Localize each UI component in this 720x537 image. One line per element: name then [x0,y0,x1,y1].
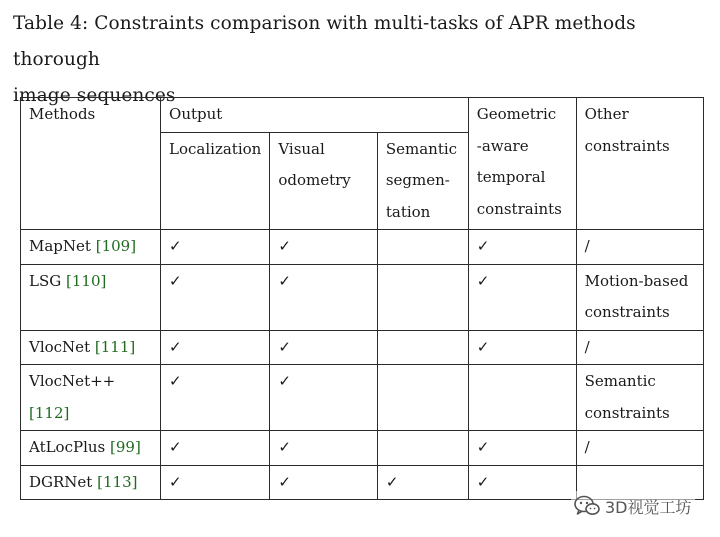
semantic-cell: ✓ [377,465,468,500]
geometric-cell [468,365,576,431]
method-cell: VlocNet [111] [21,330,161,365]
wechat-icon [574,495,600,517]
header-semantic-segmentation: Semantic segmen- tation [377,132,468,230]
semantic-cell [377,264,468,330]
header-other-constraints: Other constraints [576,98,703,230]
other-cell: / [576,230,703,265]
geometric-cell: ✓ [468,431,576,466]
semantic-cell [377,330,468,365]
visual-odometry-cell: ✓ [270,465,378,500]
localization-cell: ✓ [161,365,270,431]
table-row [21,365,704,431]
table-row [21,330,704,365]
header-methods: Methods [21,98,161,230]
other-cell: Motion-based constraints [576,264,703,330]
method-cell: AtLocPlus [99] [21,431,161,466]
table-row [21,264,704,330]
visual-odometry-cell: ✓ [270,431,378,466]
comparison-table [20,97,704,500]
localization-cell: ✓ [161,330,270,365]
semantic-cell [377,365,468,431]
other-cell: / [576,330,703,365]
localization-cell: ✓ [161,264,270,330]
caption-line-1: Table 4: Constraints comparison with multi-tasks of APR methods thorough [13,13,636,70]
localization-cell: ✓ [161,465,270,500]
geometric-cell: ✓ [468,465,576,500]
visual-odometry-cell: ✓ [270,264,378,330]
localization-cell: ✓ [161,431,270,466]
visual-odometry-cell: ✓ [270,330,378,365]
citation-link[interactable]: [112] [29,403,70,422]
citation-link[interactable]: [113] [97,472,138,491]
citation-link[interactable]: [110] [66,271,107,290]
method-cell: MapNet [109] [21,230,161,265]
visual-odometry-cell: ✓ [270,365,378,431]
header-geometric: Geometric -aware temporal constraints [468,98,576,230]
geometric-cell: ✓ [468,330,576,365]
caption-line-2: image sequences [13,85,176,106]
header-visual-odometry: Visual odometry [270,132,378,230]
watermark [571,491,695,521]
visual-odometry-cell: ✓ [270,230,378,265]
header-localization: Localization [161,132,270,230]
citation-link[interactable]: [99] [110,438,141,456]
method-cell: LSG [110] [21,264,161,330]
table-row [21,431,704,466]
table-row [21,230,704,265]
method-cell: VlocNet++ [112] [21,365,161,431]
watermark-text: 3D视觉工坊 [605,497,692,517]
other-cell: / [576,431,703,466]
citation-link[interactable]: [111] [94,337,136,356]
header-row-1 [21,98,704,133]
method-cell: DGRNet [113] [21,465,161,500]
semantic-cell [377,431,468,466]
header-output: Output [161,98,469,133]
geometric-cell: ✓ [468,264,576,330]
semantic-cell [377,230,468,265]
geometric-cell: ✓ [468,230,576,265]
citation-link[interactable]: [109] [95,237,137,255]
localization-cell: ✓ [161,230,270,265]
other-cell: Semantic constraints [576,365,703,431]
